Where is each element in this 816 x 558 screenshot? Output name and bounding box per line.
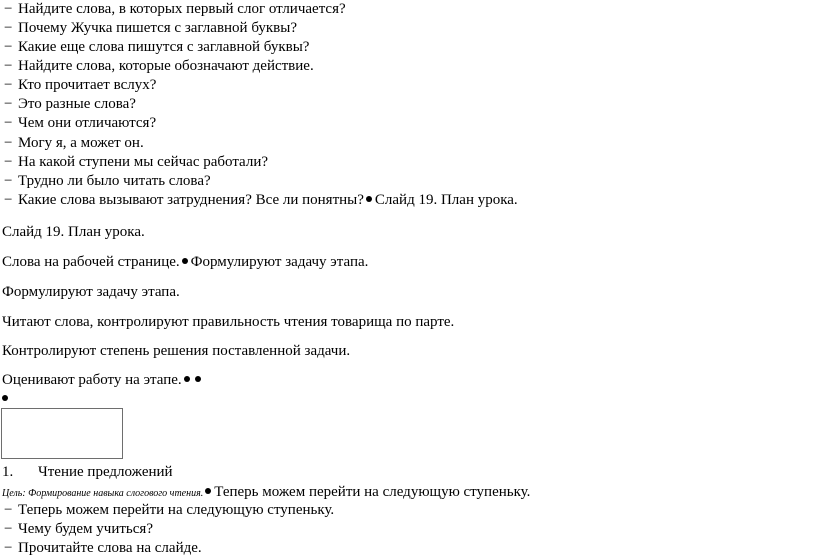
question-item: [4, 19, 297, 38]
question-text: Чему будем учиться?: [18, 521, 153, 537]
dash-marker: −: [4, 540, 13, 556]
dash-marker: −: [4, 20, 13, 36]
question-text: Почему Жучка пишется с заглавной буквы?: [18, 20, 297, 36]
question-item: [4, 0, 346, 19]
question-text: Могу я, а может он.: [18, 135, 144, 151]
paragraph-evaluate-work: [2, 371, 204, 390]
paragraph-formulate-task: Формулируют задачу этапа.: [2, 284, 180, 300]
paragraph-text: Оценивают работу на этапе.: [2, 372, 182, 388]
bullet-icon: [195, 376, 201, 382]
dash-marker: −: [4, 115, 13, 131]
question-text: Теперь можем перейти на следующую ступеньку.: [18, 502, 335, 518]
question-item: [4, 520, 153, 539]
bullet-icon: [366, 196, 372, 202]
question-item: [4, 134, 144, 153]
question-item: [4, 191, 518, 210]
dash-marker: −: [4, 77, 13, 93]
question-item: [4, 76, 156, 95]
paragraph-read-words: Читают слова, контролируют правильность чтения товарища по парте.: [2, 314, 455, 330]
question-text: Кто прочитает вслух?: [18, 77, 157, 93]
dash-marker: −: [4, 135, 13, 151]
bullet-icon: [184, 376, 190, 382]
dash-marker: −: [4, 1, 13, 17]
question-item: [4, 95, 136, 114]
question-text: Найдите слова, в которых первый слог отличается?: [18, 1, 346, 17]
paragraph-control-degree: Контролируют степень решения поставленной задачи.: [2, 343, 351, 359]
dash-marker: −: [4, 154, 13, 170]
bullet-line: [0, 390, 11, 409]
slide-reference: Слайд 19. План урока.: [374, 192, 518, 208]
dash-marker: −: [4, 173, 13, 189]
question-text: Чем они отличаются?: [18, 115, 157, 131]
question-text: На какой ступени мы сейчас работали?: [18, 154, 269, 170]
question-item: [4, 114, 156, 133]
bullet-icon: [2, 395, 8, 401]
empty-frame: [1, 408, 123, 459]
section-heading: [2, 463, 173, 482]
dash-marker: −: [4, 58, 13, 74]
paragraph-text: Слова на рабочей странице.: [2, 254, 180, 270]
question-text: Прочитайте слова на слайде.: [18, 540, 202, 556]
question-text: Какие слова вызывают затруднения? Все ли понятны?: [18, 192, 364, 208]
section-goal: [2, 483, 530, 502]
dash-marker: −: [4, 502, 13, 518]
dash-marker: −: [4, 521, 13, 537]
section-title: Чтение предложений: [38, 464, 173, 480]
dash-marker: −: [4, 96, 13, 112]
question-text: Это разные слова?: [18, 96, 136, 112]
goal-tail: Теперь можем перейти на следующую ступеньку.: [214, 484, 531, 500]
question-item: [4, 57, 314, 76]
question-item: [4, 539, 202, 558]
question-item: [4, 153, 268, 172]
section-number: 1.: [2, 464, 14, 480]
question-text: Какие еще слова пишутся с заглавной буквы?: [18, 39, 310, 55]
question-item: [4, 501, 334, 520]
bullet-icon: [205, 488, 211, 494]
dash-marker: −: [4, 39, 13, 55]
bullet-icon: [182, 258, 188, 264]
paragraph-tail: Формулируют задачу этапа.: [190, 254, 369, 270]
paragraph-words-on-page: [2, 253, 368, 272]
paragraph-slide-plan: Слайд 19. План урока.: [2, 224, 145, 240]
question-item: [4, 38, 309, 57]
question-text: Трудно ли было читать слова?: [18, 173, 211, 189]
question-text: Найдите слова, которые обозначают действие.: [18, 58, 314, 74]
goal-text: Цель: Формирование навыка слогового чтения.: [2, 488, 204, 499]
question-item: [4, 172, 211, 191]
dash-marker: −: [4, 192, 13, 208]
